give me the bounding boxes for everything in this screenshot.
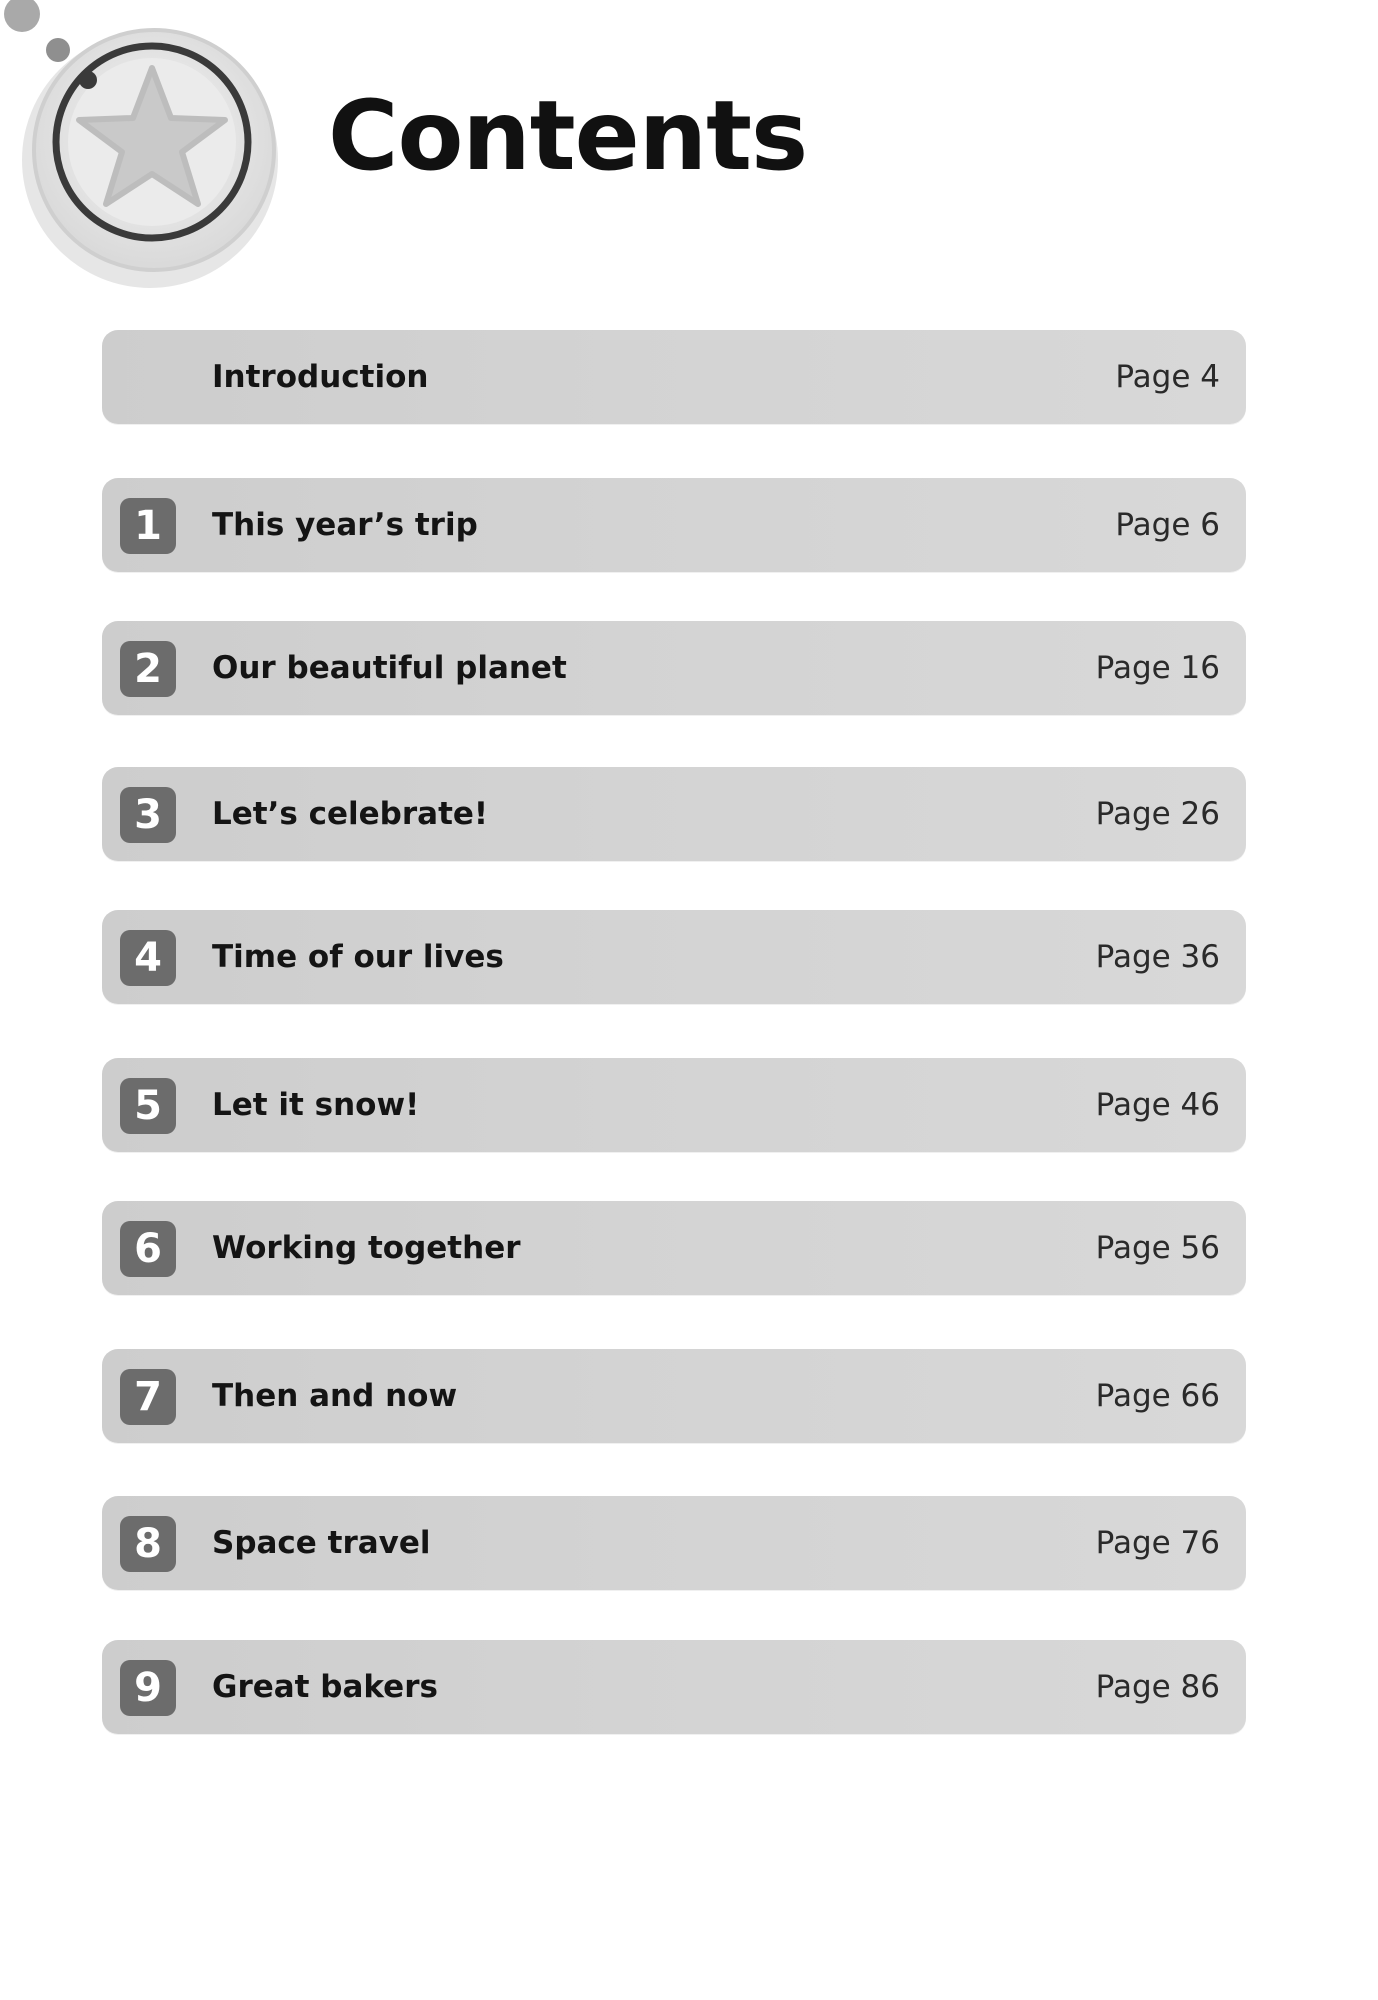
toc-entry-unit-5[interactable] (102, 1058, 1246, 1152)
toc-entry-title: Space travel (212, 1525, 431, 1561)
unit-number-badge: 5 (120, 1078, 176, 1134)
toc-entry-page: Page 36 (1095, 939, 1220, 975)
toc-entry-unit-4[interactable] (102, 910, 1246, 1004)
toc-entry-page: Page 86 (1095, 1669, 1220, 1705)
unit-number-badge: 4 (120, 930, 176, 986)
page-title: Contents (328, 80, 808, 192)
unit-number-badge: 7 (120, 1369, 176, 1425)
unit-number-badge: 1 (120, 498, 176, 554)
toc-entry-title: Let’s celebrate! (212, 796, 489, 832)
toc-entry-title: Then and now (212, 1378, 458, 1414)
toc-entry-title: Time of our lives (212, 939, 504, 975)
toc-entry-title: Great bakers (212, 1669, 438, 1705)
toc-entry-unit-2[interactable] (102, 621, 1246, 715)
toc-entry-page: Page 4 (1115, 359, 1220, 395)
toc-entry-page: Page 26 (1095, 796, 1220, 832)
toc-entry-title: Working together (212, 1230, 521, 1266)
toc-entry-page: Page 16 (1095, 650, 1220, 686)
toc-entry-title: This year’s trip (212, 507, 478, 543)
toc-entry-unit-7[interactable] (102, 1349, 1246, 1443)
toc-entry-title: Let it snow! (212, 1087, 420, 1123)
toc-entry-unit-8[interactable] (102, 1496, 1246, 1590)
toc-entry-page: Page 66 (1095, 1378, 1220, 1414)
toc-entry-unit-3[interactable] (102, 767, 1246, 861)
toc-entry-page: Page 6 (1115, 507, 1220, 543)
toc-entry-page: Page 46 (1095, 1087, 1220, 1123)
unit-number-badge: 9 (120, 1660, 176, 1716)
toc-entry-unit-6[interactable] (102, 1201, 1246, 1295)
toc-entry-title: Introduction (212, 359, 429, 395)
unit-number-badge: 6 (120, 1221, 176, 1277)
toc-entry-introduction[interactable] (102, 330, 1246, 424)
toc-entry-unit-1[interactable] (102, 478, 1246, 572)
unit-number-badge: 3 (120, 787, 176, 843)
toc-entry-page: Page 76 (1095, 1525, 1220, 1561)
toc-entry-title: Our beautiful planet (212, 650, 567, 686)
unit-number-badge: 2 (120, 641, 176, 697)
toc-entry-page: Page 56 (1095, 1230, 1220, 1266)
toc-entry-unit-9[interactable] (102, 1640, 1246, 1734)
unit-number-badge: 8 (120, 1516, 176, 1572)
